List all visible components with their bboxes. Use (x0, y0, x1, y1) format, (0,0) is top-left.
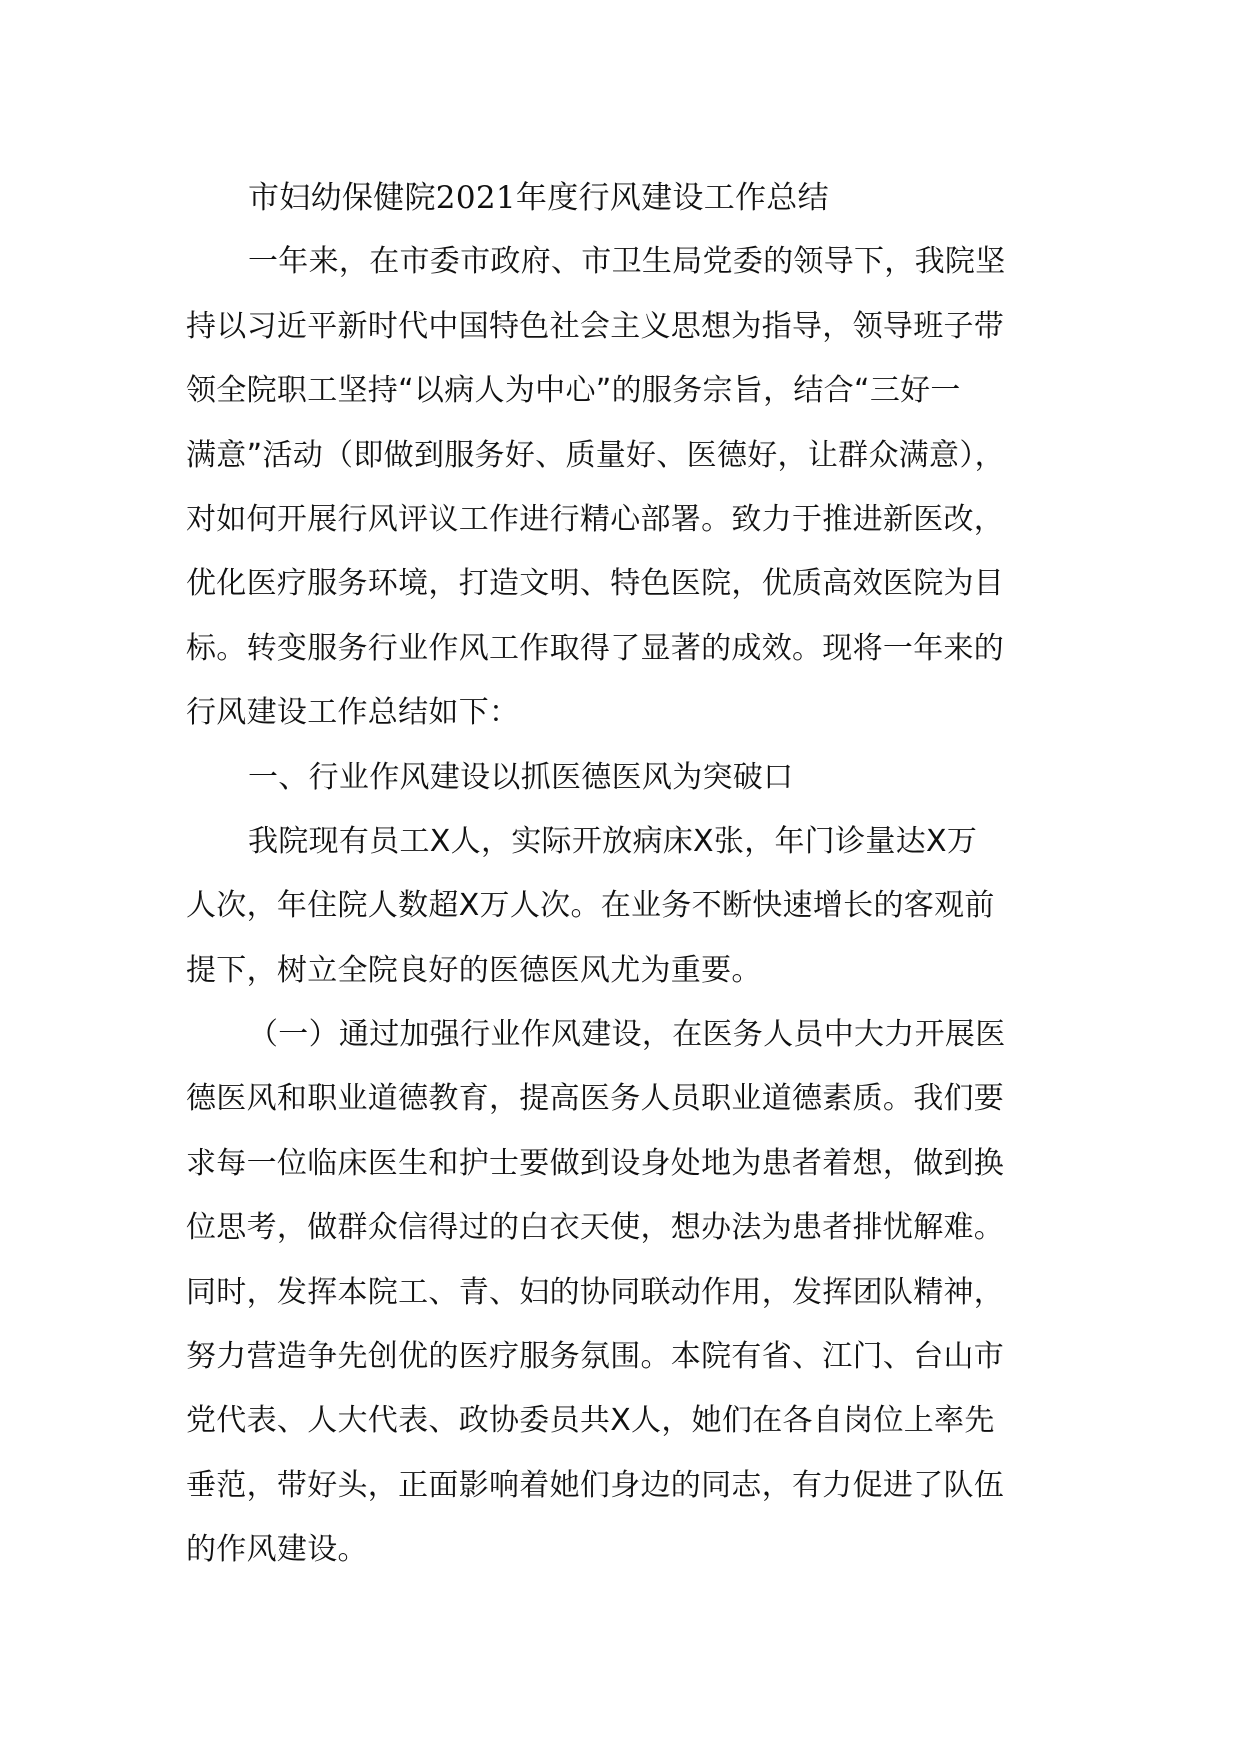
text-line: 的作风建设。 (186, 1532, 368, 1568)
text-line: 优化医疗服务环境，打造文明、特色医院，优质高效医院为目 (186, 566, 1005, 602)
section-heading-1 (186, 746, 1056, 810)
paragraph-intro (186, 230, 1056, 745)
text-line: 对如何开展行风评议工作进行精心部署。致力于推进新医改， (186, 501, 1005, 537)
text-line: 提下，树立全院良好的医德医风尤为重要。 (186, 952, 762, 988)
section-heading-text: 一、行业作风建设以抓医德医风为突破口 (248, 759, 794, 795)
document-body (186, 166, 1056, 1583)
text-line: 人次，年住院人数超X万人次。在业务不断快速增长的客观前 (186, 888, 995, 924)
text-line: 位思考，做群众信得过的白衣天使，想办法为患者排忧解难。 (186, 1210, 1005, 1246)
text-line: （一）通过加强行业作风建设，在医务人员中大力开展医 (248, 1017, 1006, 1053)
text-line: 行风建设工作总结如下： (186, 695, 520, 731)
paragraph-staff (186, 810, 1056, 1003)
text-line: 满意”活动（即做到服务好、质量好、医德好，让群众满意）， (186, 437, 1005, 473)
text-line: 求每一位临床医生和护士要做到设身处地为患者着想，做到换 (186, 1145, 1005, 1181)
text-line: 领全院职工坚持“以病人为中心”的服务宗旨，结合“三好一 (186, 373, 961, 409)
text-line: 持以习近平新时代中国特色社会主义思想为指导，领导班子带 (186, 308, 1005, 344)
text-line: 努力营造争先创优的医疗服务氛围。本院有省、江门、台山市 (186, 1339, 1005, 1375)
document-title: 市妇幼保健院2021年度行风建设工作总结 (248, 180, 829, 216)
text-line: 同时，发挥本院工、青、妇的协同联动作用，发挥团队精神， (186, 1274, 1005, 1310)
paragraph-subsection-1 (186, 1003, 1056, 1583)
text-line: 一年来，在市委市政府、市卫生局党委的领导下，我院坚 (248, 244, 1006, 280)
text-line: 垂范，带好头，正面影响着她们身边的同志，有力促进了队伍 (186, 1467, 1005, 1503)
text-line: 标。转变服务行业作风工作取得了显著的成效。现将一年来的 (186, 630, 1005, 666)
text-line: 我院现有员工X人，实际开放病床X张，年门诊量达X万 (248, 823, 978, 859)
text-line: 德医风和职业道德教育，提高医务人员职业道德素质。我们要 (186, 1081, 1005, 1117)
text-line: 党代表、人大代表、政协委员共X人，她们在各自岗位上率先 (186, 1403, 995, 1439)
